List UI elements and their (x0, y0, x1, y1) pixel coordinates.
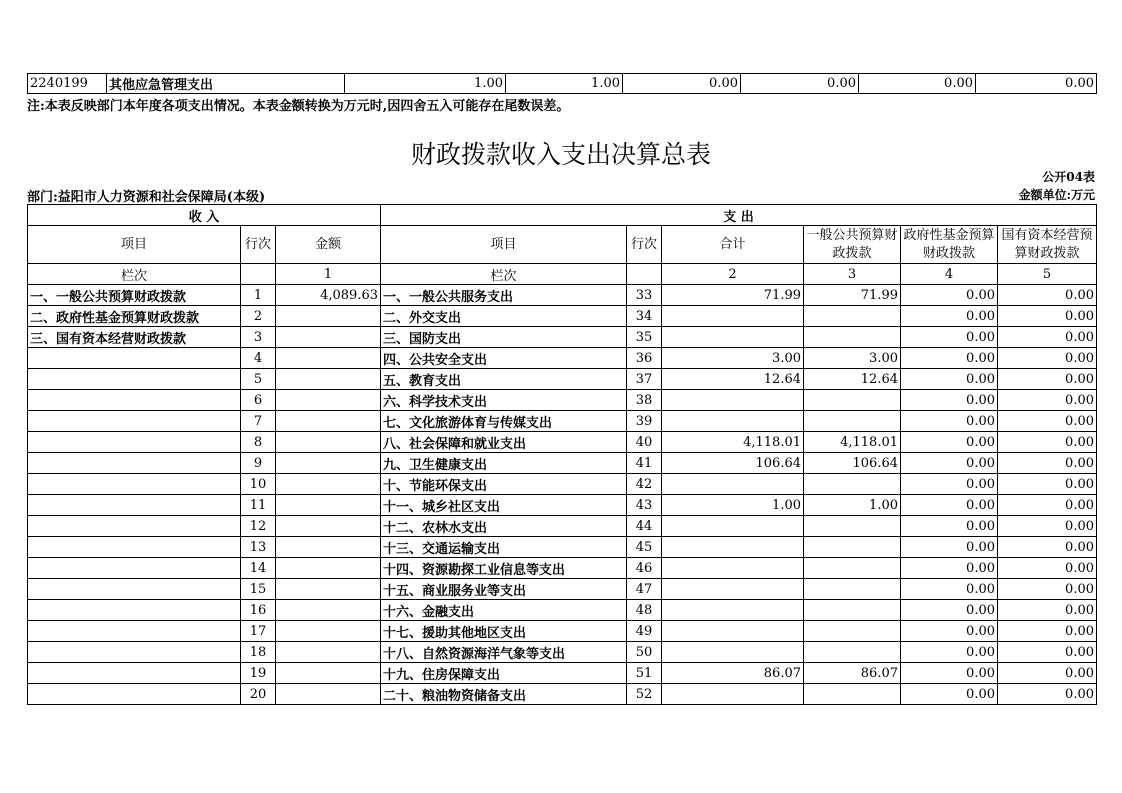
gov-fund-amount: 0.00 (901, 579, 998, 600)
table-row (28, 558, 1097, 579)
state-capital-amount: 0.00 (998, 684, 1097, 705)
state-capital-amount: 0.00 (998, 495, 1097, 516)
income-amount (276, 600, 381, 621)
general-budget-amount (804, 474, 901, 495)
gov-fund-amount: 0.00 (901, 600, 998, 621)
expense-line: 48 (627, 600, 662, 621)
general-budget-amount: 3.00 (804, 348, 901, 369)
expense-total: 71.99 (662, 285, 804, 306)
state-capital-amount: 0.00 (998, 642, 1097, 663)
expense-line: 33 (627, 285, 662, 306)
income-item (28, 474, 241, 495)
expense-line: 43 (627, 495, 662, 516)
income-line: 20 (241, 684, 276, 705)
table-row (28, 390, 1097, 411)
gov-fund-amount: 0.00 (901, 306, 998, 327)
state-capital-amount: 0.00 (998, 285, 1097, 306)
expense-line: 45 (627, 537, 662, 558)
table-row (28, 621, 1097, 642)
unit-label: 金额单位:万元 (1018, 188, 1095, 202)
income-line: 9 (241, 453, 276, 474)
income-line: 15 (241, 579, 276, 600)
state-capital-amount: 0.00 (998, 516, 1097, 537)
income-line: 5 (241, 369, 276, 390)
income-amount (276, 663, 381, 684)
general-budget-amount (804, 642, 901, 663)
expense-total (662, 474, 804, 495)
expense-total (662, 327, 804, 348)
general-budget-amount: 86.07 (804, 663, 901, 684)
value-cell: 0.00 (623, 74, 741, 94)
income-amount (276, 558, 381, 579)
state-capital-amount: 0.00 (998, 453, 1097, 474)
income-amount (276, 621, 381, 642)
expense-item: 七、文化旅游体育与传媒支出 (381, 411, 627, 432)
income-item (28, 663, 241, 684)
expense-item: 三、国防支出 (381, 327, 627, 348)
col-number: 5 (998, 264, 1097, 285)
expense-line: 34 (627, 306, 662, 327)
state-capital-amount: 0.00 (998, 537, 1097, 558)
state-capital-amount: 0.00 (998, 369, 1097, 390)
state-capital-amount: 0.00 (998, 390, 1097, 411)
col-general: 一般公共预算财政拨款 (804, 226, 901, 264)
budget-table (27, 204, 1097, 705)
expense-item: 二、外交支出 (381, 306, 627, 327)
general-budget-amount (804, 621, 901, 642)
state-capital-amount: 0.00 (998, 432, 1097, 453)
previous-table-tail (27, 73, 1097, 94)
col-item: 项目 (28, 226, 241, 264)
gov-fund-amount: 0.00 (901, 432, 998, 453)
value-cell: 0.00 (741, 74, 859, 94)
expense-item: 四、公共安全支出 (381, 348, 627, 369)
expense-item: 十六、金融支出 (381, 600, 627, 621)
expense-total: 4,118.01 (662, 432, 804, 453)
income-item (28, 432, 241, 453)
expense-line: 47 (627, 579, 662, 600)
general-budget-amount: 106.64 (804, 453, 901, 474)
col-number: 2 (662, 264, 804, 285)
income-amount: 4,089.63 (276, 285, 381, 306)
income-header: 收 入 (28, 205, 381, 226)
income-item (28, 684, 241, 705)
income-line: 17 (241, 621, 276, 642)
expense-item: 九、卫生健康支出 (381, 453, 627, 474)
col-label: 栏次 (381, 264, 627, 285)
subject-name: 其他应急管理支出 (107, 74, 345, 94)
income-amount (276, 495, 381, 516)
expense-line: 40 (627, 432, 662, 453)
general-budget-amount (804, 684, 901, 705)
gov-fund-amount: 0.00 (901, 684, 998, 705)
income-item (28, 600, 241, 621)
table-row (28, 600, 1097, 621)
income-amount (276, 432, 381, 453)
subject-code: 2240199 (28, 74, 107, 94)
gov-fund-amount: 0.00 (901, 537, 998, 558)
column-number-row (28, 264, 1097, 285)
income-item: 三、国有资本经营财政拨款 (28, 327, 241, 348)
income-line: 14 (241, 558, 276, 579)
general-budget-amount (804, 600, 901, 621)
income-line: 10 (241, 474, 276, 495)
gov-fund-amount: 0.00 (901, 474, 998, 495)
expense-total (662, 390, 804, 411)
general-budget-amount (804, 327, 901, 348)
income-line: 13 (241, 537, 276, 558)
state-capital-amount: 0.00 (998, 474, 1097, 495)
income-item (28, 369, 241, 390)
income-item (28, 579, 241, 600)
value-cell: 1.00 (506, 74, 623, 94)
expense-header: 支 出 (381, 205, 1097, 226)
income-amount (276, 327, 381, 348)
col-state-capital: 国有资本经营预算财政拨款 (998, 226, 1097, 264)
expense-line: 46 (627, 558, 662, 579)
expense-line: 42 (627, 474, 662, 495)
state-capital-amount: 0.00 (998, 558, 1097, 579)
expense-item: 十五、商业服务业等支出 (381, 579, 627, 600)
expense-line: 36 (627, 348, 662, 369)
expense-line: 39 (627, 411, 662, 432)
col-total: 合计 (662, 226, 804, 264)
expense-total (662, 411, 804, 432)
expense-line: 38 (627, 390, 662, 411)
state-capital-amount: 0.00 (998, 348, 1097, 369)
general-budget-amount: 4,118.01 (804, 432, 901, 453)
state-capital-amount: 0.00 (998, 306, 1097, 327)
gov-fund-amount: 0.00 (901, 495, 998, 516)
expense-item: 一、一般公共服务支出 (381, 285, 627, 306)
general-budget-amount (804, 411, 901, 432)
income-amount (276, 516, 381, 537)
expense-total (662, 516, 804, 537)
expense-item: 十三、交通运输支出 (381, 537, 627, 558)
expense-total (662, 306, 804, 327)
col-item: 项目 (381, 226, 627, 264)
income-line: 6 (241, 390, 276, 411)
page-title: 财政拨款收入支出决算总表 (410, 140, 711, 169)
income-line: 12 (241, 516, 276, 537)
col-number: 3 (804, 264, 901, 285)
income-item (28, 348, 241, 369)
income-amount (276, 474, 381, 495)
general-budget-amount: 12.64 (804, 369, 901, 390)
value-cell: 1.00 (345, 74, 506, 94)
income-line: 11 (241, 495, 276, 516)
expense-total (662, 621, 804, 642)
expense-line: 52 (627, 684, 662, 705)
income-item (28, 621, 241, 642)
gov-fund-amount: 0.00 (901, 327, 998, 348)
gov-fund-amount: 0.00 (901, 390, 998, 411)
income-line: 1 (241, 285, 276, 306)
expense-total (662, 537, 804, 558)
state-capital-amount: 0.00 (998, 600, 1097, 621)
table-row (28, 432, 1097, 453)
income-amount (276, 579, 381, 600)
col-amount: 金额 (276, 226, 381, 264)
income-amount (276, 390, 381, 411)
gov-fund-amount: 0.00 (901, 558, 998, 579)
expense-item: 十四、资源勘探工业信息等支出 (381, 558, 627, 579)
income-item (28, 495, 241, 516)
income-item (28, 558, 241, 579)
department-label: 部门:益阳市人力资源和社会保障局(本级) (27, 190, 266, 205)
expense-total (662, 579, 804, 600)
income-item (28, 642, 241, 663)
expense-item: 十八、自然资源海洋气象等支出 (381, 642, 627, 663)
table-row (28, 285, 1097, 306)
gov-fund-amount: 0.00 (901, 411, 998, 432)
table-row (28, 327, 1097, 348)
income-line: 19 (241, 663, 276, 684)
col-label: 栏次 (28, 264, 241, 285)
value-cell: 0.00 (976, 74, 1097, 94)
expense-line: 37 (627, 369, 662, 390)
expense-line: 44 (627, 516, 662, 537)
income-item (28, 537, 241, 558)
table-row (28, 537, 1097, 558)
empty-cell (627, 264, 662, 285)
gov-fund-amount: 0.00 (901, 369, 998, 390)
expense-total: 12.64 (662, 369, 804, 390)
expense-line: 49 (627, 621, 662, 642)
state-capital-amount: 0.00 (998, 327, 1097, 348)
general-budget-amount (804, 558, 901, 579)
expense-item: 八、社会保障和就业支出 (381, 432, 627, 453)
gov-fund-amount: 0.00 (901, 621, 998, 642)
gov-fund-amount: 0.00 (901, 348, 998, 369)
income-amount (276, 348, 381, 369)
income-item: 一、一般公共预算财政拨款 (28, 285, 241, 306)
income-line: 4 (241, 348, 276, 369)
table-row (28, 642, 1097, 663)
income-amount (276, 411, 381, 432)
state-capital-amount: 0.00 (998, 663, 1097, 684)
gov-fund-amount: 0.00 (901, 453, 998, 474)
income-line: 3 (241, 327, 276, 348)
header-row (28, 226, 1097, 264)
state-capital-amount: 0.00 (998, 621, 1097, 642)
table-row (28, 411, 1097, 432)
table-row (28, 74, 1097, 94)
expense-line: 51 (627, 663, 662, 684)
expense-total: 106.64 (662, 453, 804, 474)
table-row (28, 516, 1097, 537)
header-row (28, 205, 1097, 226)
expense-item: 二十、粮油物资储备支出 (381, 684, 627, 705)
table-row (28, 348, 1097, 369)
expense-item: 十、节能环保支出 (381, 474, 627, 495)
expense-total (662, 684, 804, 705)
income-item: 二、政府性基金预算财政拨款 (28, 306, 241, 327)
expense-line: 35 (627, 327, 662, 348)
col-number: 1 (276, 264, 381, 285)
table-row (28, 453, 1097, 474)
table-row (28, 579, 1097, 600)
expense-item: 十七、援助其他地区支出 (381, 621, 627, 642)
general-budget-amount (804, 579, 901, 600)
expense-total: 1.00 (662, 495, 804, 516)
general-budget-amount (804, 390, 901, 411)
expense-line: 50 (627, 642, 662, 663)
table-note: 注:本表反映部门本年度各项支出情况。本表金额转换为万元时,因四舍五入可能存在尾数误差。 (27, 99, 570, 114)
income-item (28, 516, 241, 537)
form-number: 公开04表 (1042, 170, 1095, 184)
expense-item: 十一、城乡社区支出 (381, 495, 627, 516)
income-line: 7 (241, 411, 276, 432)
expense-item: 六、科学技术支出 (381, 390, 627, 411)
income-amount (276, 684, 381, 705)
expense-total (662, 642, 804, 663)
income-amount (276, 306, 381, 327)
income-amount (276, 537, 381, 558)
table-row (28, 369, 1097, 390)
income-item (28, 411, 241, 432)
general-budget-amount (804, 516, 901, 537)
gov-fund-amount: 0.00 (901, 642, 998, 663)
income-line: 18 (241, 642, 276, 663)
table-row (28, 495, 1097, 516)
state-capital-amount: 0.00 (998, 579, 1097, 600)
value-cell: 0.00 (859, 74, 976, 94)
income-amount (276, 369, 381, 390)
table-row (28, 474, 1097, 495)
table-row (28, 306, 1097, 327)
income-item (28, 453, 241, 474)
income-line: 8 (241, 432, 276, 453)
income-amount (276, 642, 381, 663)
general-budget-amount (804, 537, 901, 558)
col-line: 行次 (627, 226, 662, 264)
state-capital-amount: 0.00 (998, 411, 1097, 432)
general-budget-amount (804, 306, 901, 327)
table-row (28, 684, 1097, 705)
expense-total (662, 600, 804, 621)
general-budget-amount: 71.99 (804, 285, 901, 306)
col-number: 4 (901, 264, 998, 285)
income-line: 2 (241, 306, 276, 327)
col-line: 行次 (241, 226, 276, 264)
gov-fund-amount: 0.00 (901, 663, 998, 684)
expense-line: 41 (627, 453, 662, 474)
col-gov-fund: 政府性基金预算财政拨款 (901, 226, 998, 264)
expense-total: 3.00 (662, 348, 804, 369)
expense-item: 十二、农林水支出 (381, 516, 627, 537)
gov-fund-amount: 0.00 (901, 285, 998, 306)
general-budget-amount: 1.00 (804, 495, 901, 516)
empty-cell (241, 264, 276, 285)
expense-item: 十九、住房保障支出 (381, 663, 627, 684)
income-item (28, 390, 241, 411)
income-line: 16 (241, 600, 276, 621)
expense-total (662, 558, 804, 579)
table-row (28, 663, 1097, 684)
expense-total: 86.07 (662, 663, 804, 684)
expense-item: 五、教育支出 (381, 369, 627, 390)
income-amount (276, 453, 381, 474)
gov-fund-amount: 0.00 (901, 516, 998, 537)
